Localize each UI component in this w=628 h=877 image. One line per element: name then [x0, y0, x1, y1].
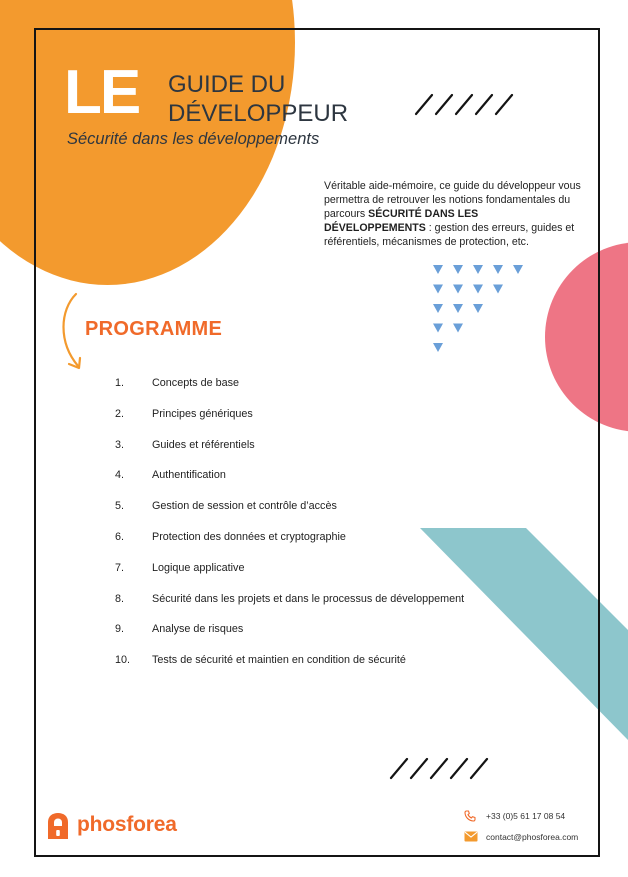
triangle-mark [473, 265, 483, 274]
programme-title: PROGRAMME [85, 318, 223, 340]
title-developpeur: DÉVELOPPEUR [168, 100, 349, 127]
item-label: Sécurité dans les projets et dans le processus de développement [152, 592, 465, 605]
triangle-mark [433, 285, 443, 294]
triangle-mark [433, 324, 443, 333]
phone-number: +33 (0)5 61 17 08 54 [486, 811, 566, 821]
item-number: 4. [115, 469, 125, 482]
item-label: Gestion de session et contrôle d’accès [152, 500, 337, 513]
mail-icon [464, 831, 478, 842]
intro-text-bold: SÉCURITÉ DANS LES DÉVELOPPEMENTS [324, 208, 479, 234]
email-address: contact@phosforea.com [486, 832, 579, 842]
triangle-mark [453, 304, 463, 313]
title-le: LE [64, 58, 140, 127]
triangle-mark [513, 265, 523, 274]
item-label: Concepts de base [152, 377, 240, 389]
item-number: 10. [115, 654, 131, 667]
item-number: 7. [115, 561, 125, 574]
item-number: 3. [115, 438, 125, 451]
item-number: 6. [115, 530, 125, 543]
subtitle: Sécurité dans les développements [67, 130, 320, 148]
triangles-decoration [430, 263, 526, 353]
intro-paragraph [324, 179, 582, 249]
triangle-mark [493, 265, 503, 274]
brand-name: phosforea [77, 813, 177, 836]
slashes-decoration-bottom [389, 756, 493, 780]
item-label: Protection des données et cryptographie [152, 530, 346, 543]
item-number: 1. [115, 377, 125, 389]
item-label: Authentification [152, 469, 226, 482]
item-number: 8. [115, 592, 125, 605]
triangle-mark [433, 304, 443, 313]
slashes-decoration-top [414, 92, 518, 116]
triangle-mark [473, 285, 483, 294]
item-label: Tests de sécurité et maintien en condition de sécurité [152, 654, 406, 667]
triangle-mark [433, 343, 443, 352]
item-number: 2. [115, 407, 125, 420]
phosforea-logo-icon [45, 811, 71, 841]
triangle-mark [453, 285, 463, 294]
triangle-mark [493, 285, 503, 294]
triangle-mark [433, 265, 443, 274]
intro-text-2: : gestion des erreurs, guides et référentiels, mécanismes de protection, etc. [324, 222, 575, 248]
item-label: Guides et référentiels [152, 438, 255, 451]
item-label: Principes génériques [152, 407, 253, 420]
item-label: Analyse de risques [152, 623, 244, 636]
phone-icon [464, 810, 476, 822]
triangle-mark [453, 324, 463, 333]
title-guide-du: GUIDE DU [168, 71, 286, 98]
item-number: 9. [115, 623, 125, 636]
item-label: Logique applicative [152, 561, 245, 574]
triangle-mark [473, 304, 483, 313]
item-number: 5. [115, 500, 125, 513]
triangle-mark [453, 265, 463, 274]
intro-text-1: Véritable aide-mémoire, ce guide du développeur vous permettra de retrouver les notions fondamentales du parcours [324, 180, 581, 220]
